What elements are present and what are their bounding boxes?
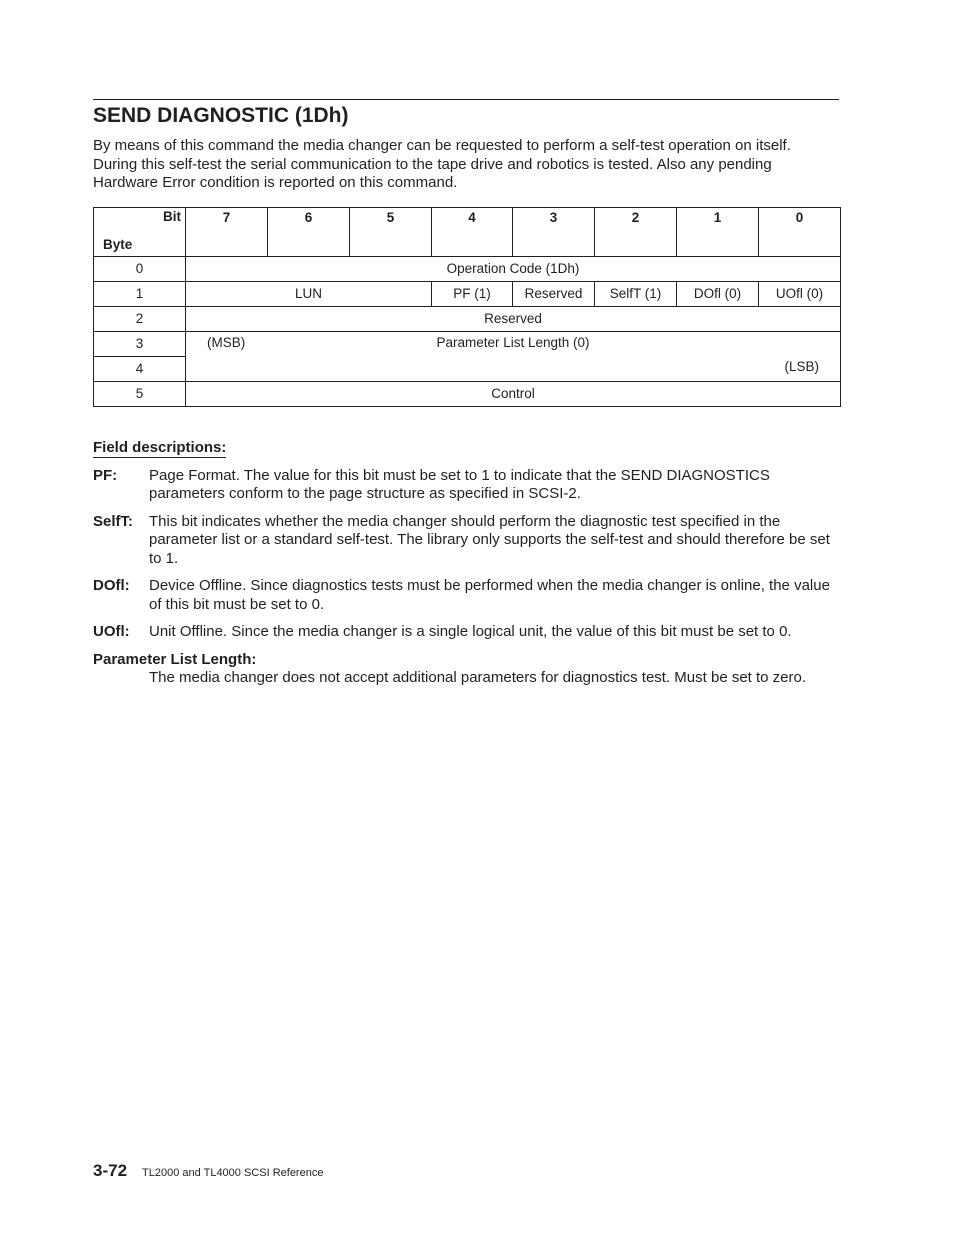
parameter-list-length-cell <box>186 331 841 356</box>
table-row <box>94 331 841 356</box>
definition-term: SelfT: <box>93 512 134 530</box>
section-title: SEND DIAGNOSTIC (1Dh) <box>93 104 349 127</box>
byte-number-cell: 2 <box>94 306 186 331</box>
bit-header-6: 6 <box>268 207 350 256</box>
control-cell: Control <box>186 381 841 406</box>
field-descriptions-heading: Field descriptions: <box>93 438 227 456</box>
bit-header-5: 5 <box>350 207 432 256</box>
byte-number-cell: 0 <box>94 256 186 281</box>
byte-number-cell: 1 <box>94 281 186 306</box>
definition-term: PF: <box>93 466 118 484</box>
lsb-label: (LSB) <box>784 359 819 374</box>
definition-description: Unit Offline. Since the media changer is a single logical unit, the value of this bit must be set to 0. <box>149 623 792 640</box>
page-number: 3-72 <box>93 1161 128 1180</box>
definition-description: Page Format. The value for this bit must be set to 1 to indicate that the SEND DIAGNOSTICS parameters conform to the page structure as specified in SCSI-2. <box>149 466 770 502</box>
definition-term: Parameter List Length: <box>93 650 257 668</box>
definition-term: DOfl: <box>93 577 130 594</box>
table-row <box>94 281 841 306</box>
command-descriptor-table <box>93 207 841 407</box>
operation-code-cell: Operation Code (1Dh) <box>186 256 841 281</box>
definition-description: The media changer does not accept additional parameters for diagnostics test. Must be set to zero. <box>149 669 807 686</box>
byte-number-cell: 4 <box>94 356 186 381</box>
bit-header-3: 3 <box>513 207 595 256</box>
title-rule <box>93 99 839 100</box>
definition-item <box>93 577 839 614</box>
table-row <box>94 256 841 281</box>
page-footer <box>93 1161 323 1181</box>
definition-item <box>93 623 839 642</box>
parameter-list-length-lsb-cell <box>186 356 841 381</box>
bit-label: Bit <box>163 208 181 224</box>
byte-number-cell: 5 <box>94 381 186 406</box>
bit-header-1: 1 <box>677 207 759 256</box>
msb-label: (MSB) <box>207 334 246 350</box>
table-row <box>94 356 841 381</box>
definition-item <box>93 467 839 504</box>
definition-item-parameter-list-length <box>93 651 839 688</box>
dofl-cell: DOfl (0) <box>677 281 759 306</box>
field-definitions <box>93 467 839 688</box>
selft-cell: SelfT (1) <box>595 281 677 306</box>
reserved-bit-cell: Reserved <box>513 281 595 306</box>
pf-cell: PF (1) <box>432 281 513 306</box>
definition-description: This bit indicates whether the media changer should perform the diagnostic test specified in the parameter list or a standard self-test. The library only supports the self-test and should therefore be set to 1. <box>149 512 830 567</box>
definition-description: Device Offline. Since diagnostics tests must be performed when the media changer is online, the value of this bit must be set to 0. <box>149 577 830 613</box>
bit-header-4: 4 <box>432 207 513 256</box>
lun-cell: LUN <box>186 281 432 306</box>
bit-header-2: 2 <box>595 207 677 256</box>
table-row <box>94 306 841 331</box>
bit-header-7: 7 <box>186 207 268 256</box>
table-row <box>94 381 841 406</box>
bit-header-0: 0 <box>759 207 841 256</box>
table-header-row <box>94 207 841 256</box>
definition-item <box>93 513 839 569</box>
byte-label: Byte <box>103 236 133 252</box>
page-content <box>93 99 839 688</box>
table-corner-cell <box>94 207 186 256</box>
definition-term: UOfl: <box>93 623 130 640</box>
byte-number-cell: 3 <box>94 331 186 356</box>
parameter-list-length-label: Parameter List Length (0) <box>436 334 590 350</box>
uofl-cell: UOfl (0) <box>759 281 841 306</box>
reserved-byte-cell: Reserved <box>186 306 841 331</box>
intro-paragraph: By means of this command the media changer can be requested to perform a self-test operation on itself. During this self-test the serial communication to the tape drive and robotics is tested. Also any pending Hardware Error condition is reported on this command. <box>93 137 791 191</box>
book-title: TL2000 and TL4000 SCSI Reference <box>142 1167 324 1179</box>
